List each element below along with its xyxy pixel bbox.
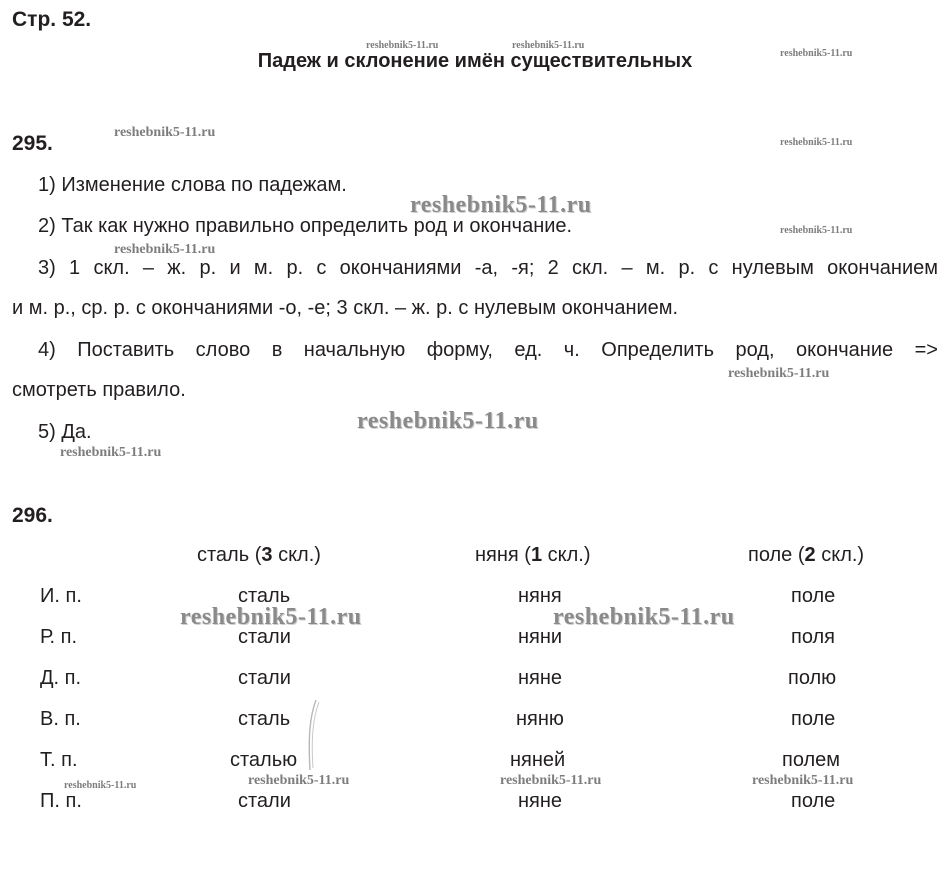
pen-stroke-mark xyxy=(298,696,324,776)
watermark: reshebnik5-11.ru xyxy=(180,604,362,630)
form-pole: поля xyxy=(791,626,836,648)
task-295-number: 295. xyxy=(12,132,53,155)
answer-2: 2) Так как нужно правильно определить род и окончание. xyxy=(38,215,573,237)
form-stal: стали xyxy=(238,626,291,648)
watermark: reshebnik5-11.ru xyxy=(60,445,162,460)
case-label: П. п. xyxy=(40,790,82,812)
watermark: reshebnik5-11.ru xyxy=(114,125,216,140)
declension-number: 3 xyxy=(261,544,273,566)
form-stal: стали xyxy=(238,790,291,812)
watermark: reshebnik5-11.ru xyxy=(410,192,592,218)
form-pole: полем xyxy=(782,749,841,771)
case-label: Р. п. xyxy=(40,626,78,648)
form-stal: стали xyxy=(238,667,291,689)
watermark: reshebnik5-11.ru xyxy=(728,366,830,381)
watermark: reshebnik5-11.ru xyxy=(500,773,602,788)
case-label: Д. п. xyxy=(40,667,82,689)
watermark: reshebnik5-11.ru xyxy=(752,773,854,788)
column-word: сталь xyxy=(197,544,250,566)
form-stal: сталь xyxy=(238,585,291,607)
watermark: reshebnik5-11.ru xyxy=(780,48,853,59)
form-nyanya: няней xyxy=(510,749,566,771)
answer-4-line-2: смотреть правило. xyxy=(12,379,186,401)
form-nyanya: няне xyxy=(518,667,563,689)
form-stal: сталь xyxy=(238,708,291,730)
form-nyanya: няне xyxy=(518,790,563,812)
column-word: няня xyxy=(475,544,519,566)
watermark: reshebnik5-11.ru xyxy=(357,408,539,434)
case-label: В. п. xyxy=(40,708,81,730)
watermark: reshebnik5-11.ru xyxy=(114,242,216,257)
form-stal: сталью xyxy=(230,749,298,771)
form-pole: поле xyxy=(791,585,836,607)
watermark: reshebnik5-11.ru xyxy=(64,780,137,791)
watermark: reshebnik5-11.ru xyxy=(366,40,439,51)
watermark: reshebnik5-11.ru xyxy=(512,40,585,51)
task-296-number: 296. xyxy=(12,504,53,527)
watermark: reshebnik5-11.ru xyxy=(553,604,735,630)
watermark: reshebnik5-11.ru xyxy=(248,773,350,788)
answer-3 xyxy=(12,248,938,328)
declension-number: 2 xyxy=(804,544,816,566)
form-pole: поле xyxy=(791,790,836,812)
answer-1: 1) Изменение слова по падежам. xyxy=(38,174,347,196)
page-label: Стр. 52. xyxy=(12,8,92,31)
answer-4-line-1: 4) Поставить слово в начальную форму, ед. ч. Определить род, окончание => xyxy=(38,339,938,361)
form-nyanya: няня xyxy=(518,585,562,607)
declension-suffix: скл.) xyxy=(547,544,591,566)
watermark: reshebnik5-11.ru xyxy=(780,137,853,148)
column-header-pole: поле (2 скл.) xyxy=(748,544,865,566)
form-nyanya: няню xyxy=(516,708,564,730)
column-header-nyanya: няня (1 скл.) xyxy=(475,544,591,566)
form-nyanya: няни xyxy=(518,626,563,648)
watermark: reshebnik5-11.ru xyxy=(780,225,853,236)
form-pole: полю xyxy=(788,667,837,689)
page-title: Падеж и склонение имён существительных xyxy=(257,50,693,72)
case-label: И. п. xyxy=(40,585,82,607)
answer-3-line-1: 3) 1 скл. – ж. р. и м. р. с окончаниями -а, -я; 2 скл. – м. р. с нулевым окончанием xyxy=(38,257,938,279)
declension-suffix: скл.) xyxy=(278,544,321,566)
declension-suffix: скл.) xyxy=(821,544,865,566)
declension-number: 1 xyxy=(530,544,543,566)
answer-5: 5) Да. xyxy=(38,421,92,443)
column-word: поле xyxy=(748,544,793,566)
answer-3-line-2: и м. р., ср. р. с окончаниями -о, -е; 3 скл. – ж. р. с нулевым окончанием. xyxy=(12,297,679,319)
form-pole: поле xyxy=(791,708,836,730)
column-header-stal: сталь (3 скл.) xyxy=(197,544,321,566)
case-label: Т. п. xyxy=(40,749,78,771)
